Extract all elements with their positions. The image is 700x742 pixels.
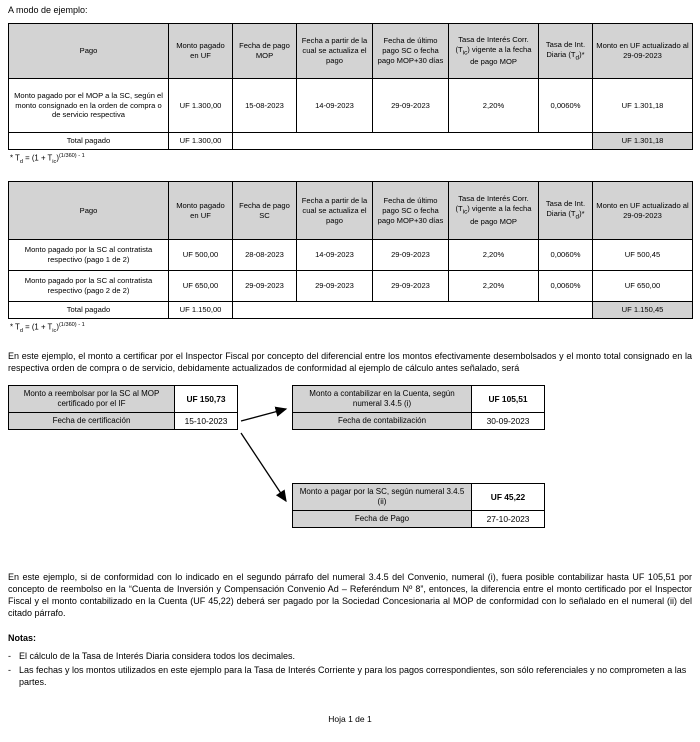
header-row — [9, 182, 693, 240]
total-row — [9, 133, 693, 150]
mop-payment-table — [8, 23, 693, 150]
accounting-date-label: Fecha de contabilización — [293, 413, 472, 429]
cell-tasa-corr: 2,20% — [449, 271, 539, 302]
header-row — [9, 24, 693, 79]
example-paragraph-1: En este ejemplo, el monto a certificar por el Inspector Fiscal por concepto del diferencial entre los montos efectivamente desembolsados y el monto total consignado en la respectiva orden de compra o de servicio, debidamente actualizados de conformidad al ejemplo de cálculo antes señalado, será — [8, 351, 692, 374]
cell-monto: UF 1.300,00 — [169, 79, 233, 133]
note-text: El cálculo de la Tasa de Interés Diaria considera todos los decimales. — [19, 651, 295, 662]
intro-text: A modo de ejemplo: — [8, 5, 88, 15]
total-monto-actualizado: UF 1.150,45 — [593, 302, 693, 319]
col-header-fecha-actualizacion: Fecha a partir de la cual se actualiza el pago — [297, 24, 373, 79]
payment-amount-box — [292, 483, 545, 528]
col-header-tasa-interes-diaria: Tasa de Int. Diaria $(T_d)*$ — [539, 182, 593, 240]
table-row — [9, 271, 693, 302]
cell-fecha-actualizacion: 14-09-2023 — [297, 79, 373, 133]
note-item — [8, 665, 692, 688]
col-header-tasa-interes-corr: Tasa de Interés Corr. $(T_{ic})$ vigente a la fecha de pago MOP — [449, 182, 539, 240]
certified-amount-value: UF 150,73 — [186, 393, 226, 404]
account-amount-label: Monto a contabilizar en la Cuenta, según numeral 3.4.5 (i) — [293, 386, 472, 412]
daily-rate-formula: * $T_d = (1 + T_{ic})^{(1/360) - 1}$ — [10, 153, 85, 166]
bullet-dash: - — [8, 651, 11, 662]
col-header-pago: Pago — [9, 24, 169, 79]
col-header-monto-uf: Monto pagado en UF — [169, 182, 233, 240]
col-header-tasa-interes-diaria: Tasa de Int. Diaria $(T_d)*$ — [539, 24, 593, 79]
total-label: Total pagado — [9, 133, 169, 150]
box-row — [293, 386, 544, 412]
box-row — [9, 412, 237, 429]
col-header-monto-actualizado: Monto en UF actualizado al 29-09-2023 — [593, 24, 693, 79]
arrow-to-payment-box — [241, 433, 286, 501]
box-row — [293, 510, 544, 527]
total-monto: UF 1.150,00 — [169, 302, 233, 319]
notes-heading: Notas: — [8, 633, 37, 644]
col-header-pago: Pago — [9, 182, 169, 240]
cell-pago: Monto pagado por la SC al contratista respectivo (pago 1 de 2) — [9, 240, 169, 271]
col-header-fecha-ultimo-pago: Fecha de último pago SC o fecha pago MOP+30 días — [373, 24, 449, 79]
certified-amount-box — [8, 385, 238, 430]
daily-rate-formula: * $T_d = (1 + T_{ic})^{(1/360) - 1}$ — [10, 322, 85, 335]
cell-pago: Monto pagado por la SC al contratista respectivo (pago 2 de 2) — [9, 271, 169, 302]
total-row — [9, 302, 693, 319]
table-row — [9, 79, 693, 133]
total-label: Total pagado — [9, 302, 169, 319]
cell-tasa-diaria: 0,0060% — [539, 271, 593, 302]
cell-fecha-pago: 28-08-2023 — [233, 240, 297, 271]
cell-tasa-diaria: 0,0060% — [539, 79, 593, 133]
cell-fecha-ultimo-pago: 29-09-2023 — [373, 271, 449, 302]
total-monto: UF 1.300,00 — [169, 133, 233, 150]
certification-date-value: 15-10-2023 — [184, 415, 228, 426]
cell-monto-actualizado: UF 650,00 — [593, 271, 693, 302]
col-header-fecha-pago-sc: Fecha de pago SC — [233, 182, 297, 240]
certified-amount-label: Monto a reembolsar por la SC al MOP certificado por el IF — [9, 386, 175, 412]
cell-fecha-ultimo-pago: 29-09-2023 — [373, 79, 449, 133]
example-paragraph-2: En este ejemplo, si de conformidad con lo indicado en el segundo párrafo del numeral 3.4.5 del Convenio, numeral (i), fuera posible contabilizar hasta UF 105,51 por concepto de reembolso en la “Cuenta de Inversión y Compensación Convenio Ad – Referéndum Nº 8”, entonces, la diferencia entre el monto certificado por el Inspector Fiscal y el monto contabilizado en la Cuenta (UF 45,22) deberá ser pagado por la Sociedad Concesionaria al MOP de conformidad con lo señalado en el numeral (ii) del citado párrafo. — [8, 571, 692, 618]
cell-fecha-pago: 15-08-2023 — [233, 79, 297, 133]
cell-tasa-diaria: 0,0060% — [539, 240, 593, 271]
certification-date-label: Fecha de certificación — [9, 413, 175, 429]
col-header-fecha-pago-mop: Fecha de pago MOP — [233, 24, 297, 79]
col-header-tasa-interes-corr: Tasa de Interés Corr. $(T_{ic})$ vigente a la fecha de pago MOP — [449, 24, 539, 79]
sc-payment-table — [8, 181, 693, 319]
cell-tasa-corr: 2,20% — [449, 240, 539, 271]
cell-pago: Monto pagado por el MOP a la SC, según el monto consignado en la orden de compra o de servicio respectiva — [9, 79, 169, 133]
account-amount-box — [292, 385, 545, 430]
cell-monto: UF 650,00 — [169, 271, 233, 302]
cell-fecha-actualizacion: 14-09-2023 — [297, 240, 373, 271]
note-text: Las fechas y los montos utilizados en este ejemplo para la Tasa de Interés Corriente y para los pagos correspondientes, son sólo referenciales y no comprometen a las partes. — [19, 664, 687, 687]
cell-tasa-corr: 2,20% — [449, 79, 539, 133]
cell-monto-actualizado: UF 1.301,18 — [593, 79, 693, 133]
col-header-fecha-actualizacion: Fecha a partir de la cual se actualiza el pago — [297, 182, 373, 240]
col-header-fecha-ultimo-pago: Fecha de último pago SC o fecha pago MOP+30 días — [373, 182, 449, 240]
box-row — [9, 386, 237, 412]
bullet-dash: - — [8, 664, 11, 675]
total-spacer — [233, 302, 593, 319]
cell-fecha-ultimo-pago: 29-09-2023 — [373, 240, 449, 271]
total-spacer — [233, 133, 593, 150]
total-monto-actualizado: UF 1.301,18 — [593, 133, 693, 150]
payment-date-label: Fecha de Pago — [293, 511, 472, 527]
flow-diagram — [8, 385, 692, 557]
cell-monto: UF 500,00 — [169, 240, 233, 271]
payment-date-value: 27-10-2023 — [486, 513, 530, 524]
payment-amount-label: Monto a pagar por la SC, según numeral 3.4.5 (ii) — [293, 484, 472, 510]
col-header-monto-uf: Monto pagado en UF — [169, 24, 233, 79]
accounting-date-value: 30-09-2023 — [486, 415, 530, 426]
box-row — [293, 484, 544, 510]
note-item — [8, 651, 692, 663]
table-row — [9, 240, 693, 271]
col-header-monto-actualizado: Monto en UF actualizado al 29-09-2023 — [593, 182, 693, 240]
arrow-to-account-box — [241, 409, 286, 421]
payment-amount-value: UF 45,22 — [490, 491, 526, 502]
cell-monto-actualizado: UF 500,45 — [593, 240, 693, 271]
account-amount-value: UF 105,51 — [488, 393, 528, 404]
cell-fecha-actualizacion: 29-09-2023 — [297, 271, 373, 302]
page-number: Hoja 1 de 1 — [328, 714, 372, 725]
cell-fecha-pago: 29-09-2023 — [233, 271, 297, 302]
box-row — [293, 412, 544, 429]
